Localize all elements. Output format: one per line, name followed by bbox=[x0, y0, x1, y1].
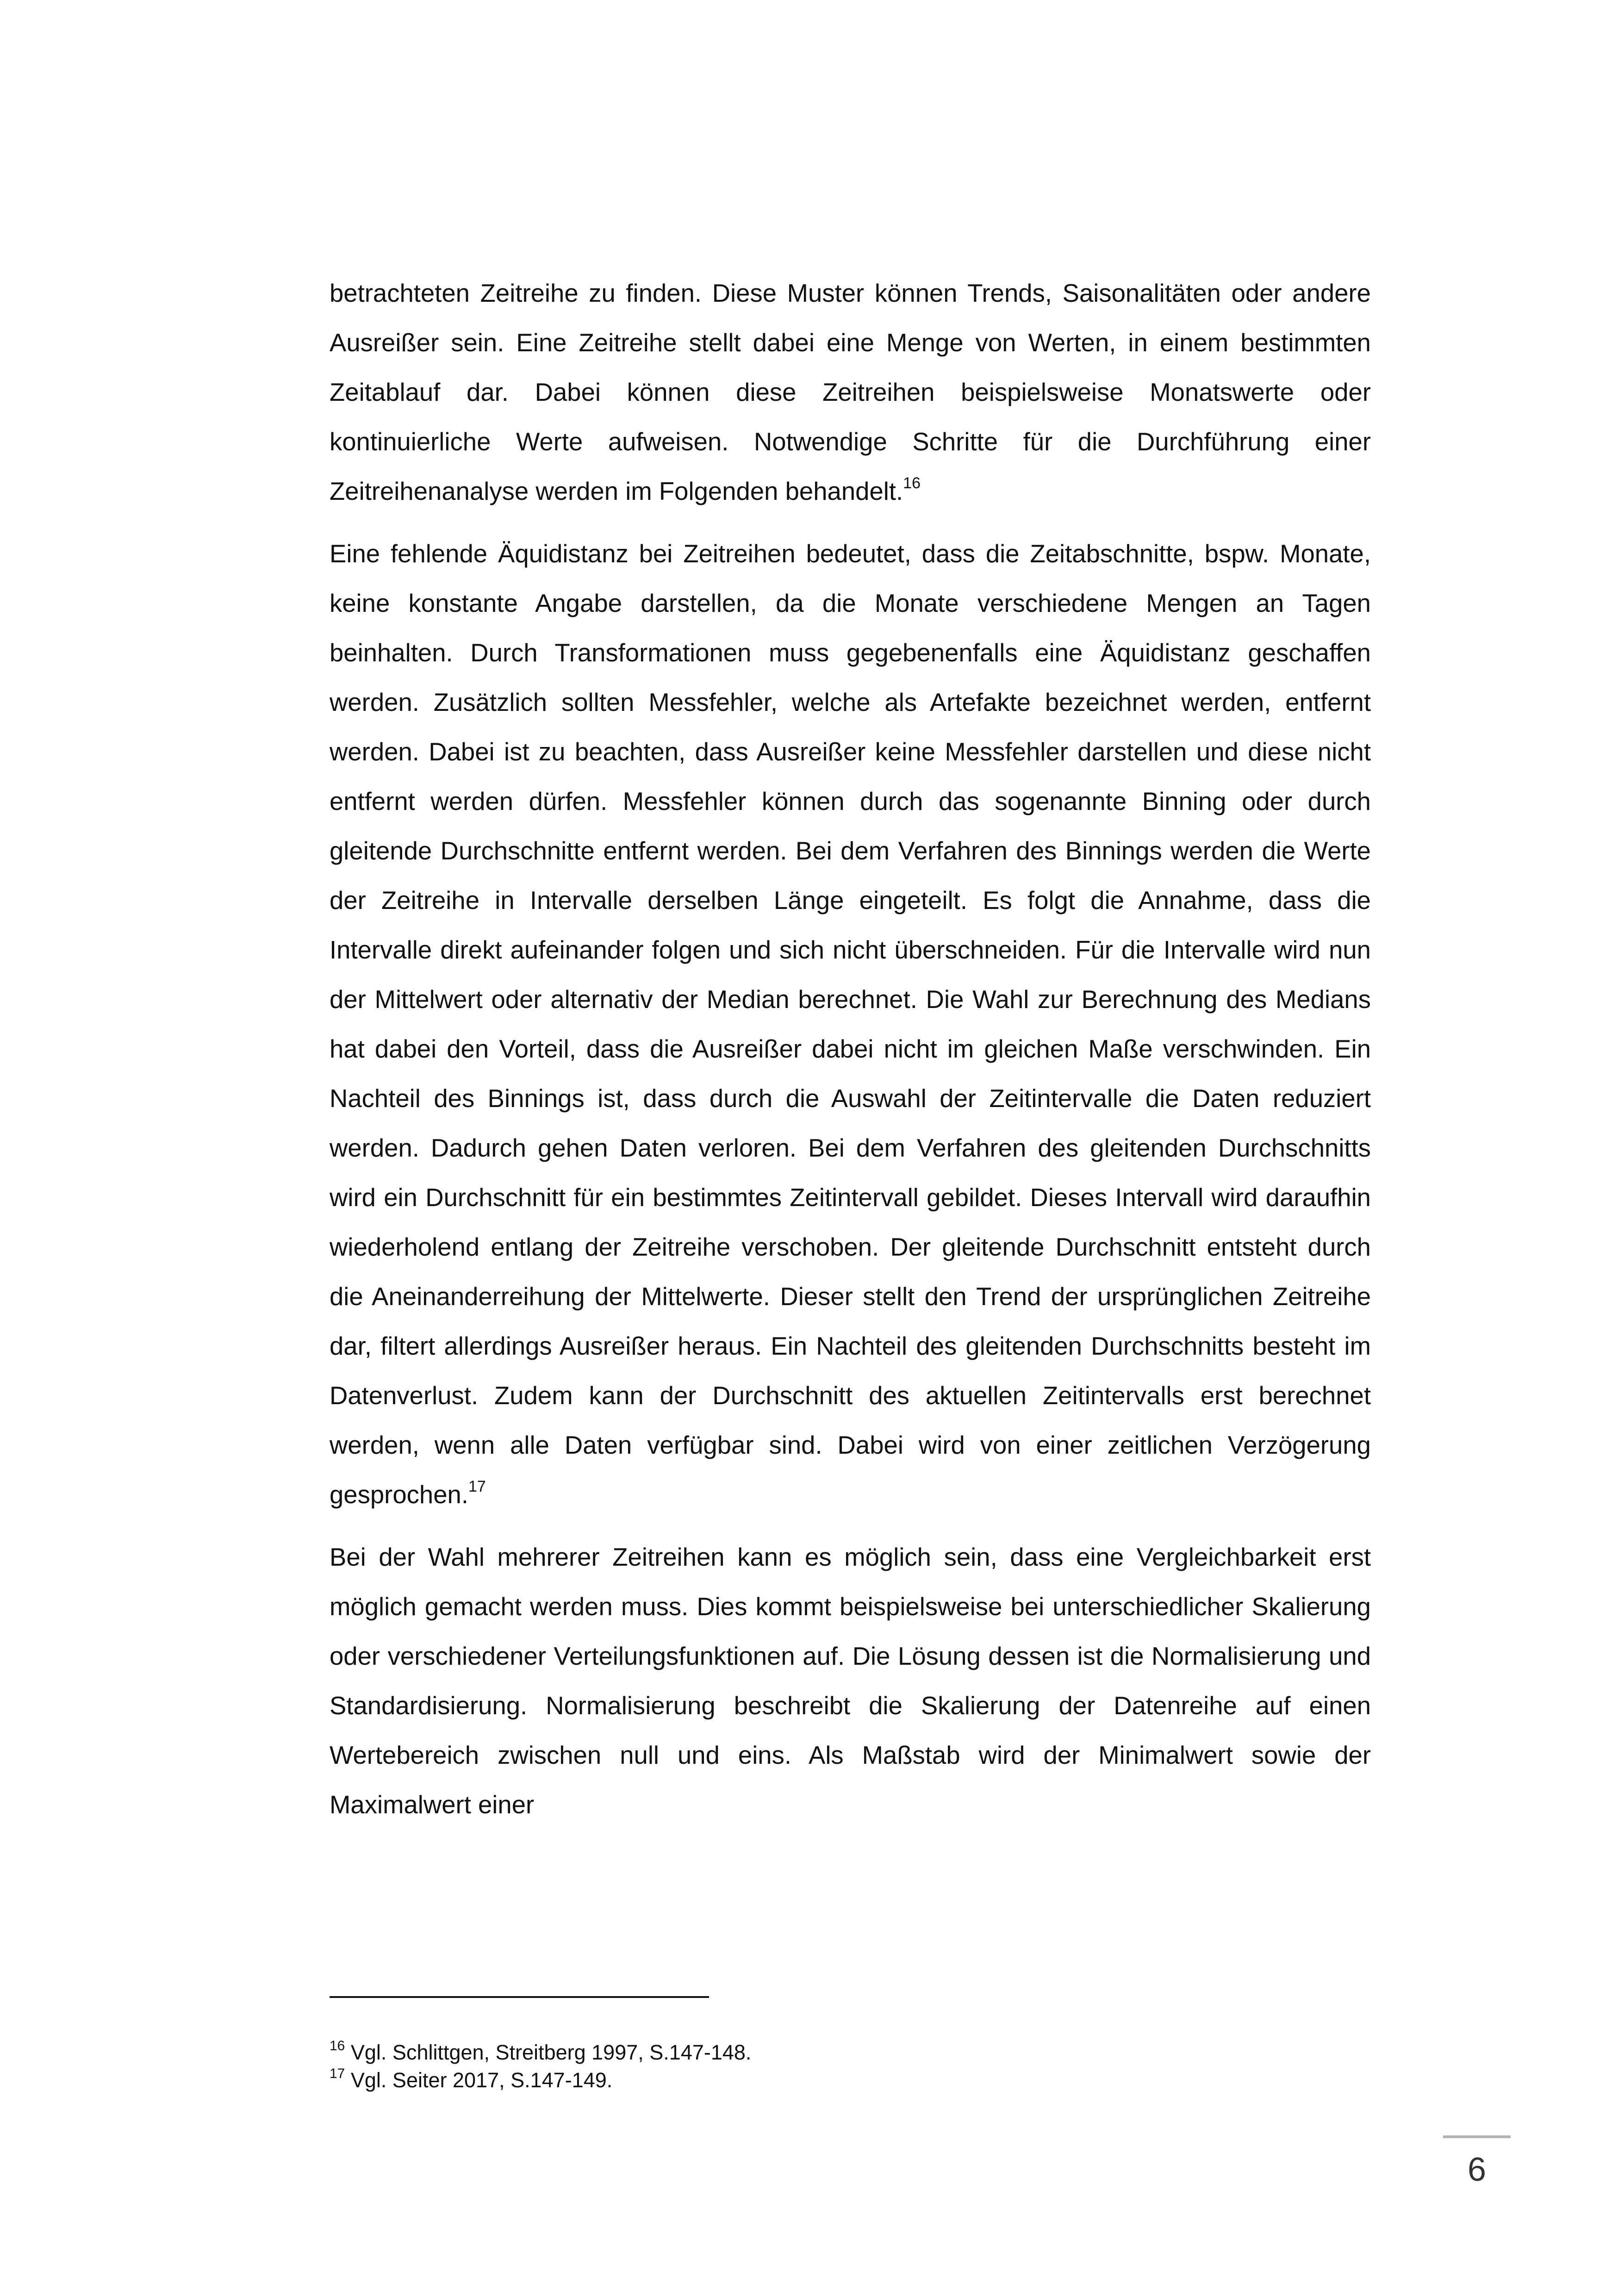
footnote-text: Vgl. Schlittgen, Streitberg 1997, S.147-148. bbox=[350, 2041, 752, 2064]
paragraph-normalization bbox=[330, 1532, 1371, 1829]
footnote-reference[interactable]: 17 bbox=[468, 1477, 486, 1495]
body-text bbox=[330, 268, 1371, 1842]
page-number: 6 bbox=[1467, 2151, 1487, 2188]
footnote-17 bbox=[330, 2066, 1371, 2094]
footnote-number: 16 bbox=[330, 2038, 345, 2053]
footnote-16 bbox=[330, 2039, 1371, 2066]
page-number-rule bbox=[1443, 2135, 1511, 2138]
paragraph-text: betrachteten Zeitreihe zu finden. Diese Muster können Trends, Saisonalitäten oder andere Ausreißer sein. Eine Zeitreihe stellt dabei eine Menge von Werten, in einem bestimmten Zeitablauf dar. Dabei können diese Zeitreihen beispielsweise Monatswerte oder kontinuierliche Werte aufweisen. Notwendige Schritte für die Durchführung einer Zeitreihenanalyse werden im Folgenden behandelt. bbox=[330, 279, 1371, 505]
paragraph-text: Bei der Wahl mehrerer Zeitreihen kann es möglich sein, dass eine Vergleichbarkeit erst möglich gemacht werden muss. Dies kommt beispielsweise bei unterschiedlicher Skalierung oder verschiedener Verteilungsfunktionen auf. Die Lösung dessen ist die Normalisierung und Standardisierung. Normalisierung beschreibt die Skalierung der Datenreihe auf einen Wertebereich zwischen null und eins. Als Maßstab wird der Minimalwert sowie der Maximalwert einer bbox=[330, 1543, 1371, 1819]
footnotes bbox=[330, 2039, 1371, 2094]
footnote-reference[interactable]: 16 bbox=[903, 474, 921, 492]
paragraph-equidistance-binning bbox=[330, 529, 1371, 1519]
paragraph-time-series-intro bbox=[330, 268, 1371, 516]
footnote-text: Vgl. Seiter 2017, S.147-149. bbox=[350, 2068, 613, 2092]
footnote-divider bbox=[330, 1996, 709, 1998]
paragraph-text: Eine fehlende Äquidistanz bei Zeitreihen bedeutet, dass die Zeitabschnitte, bspw. Monate, keine konstante Angabe darstellen, da die Monate verschiedene Mengen an Tagen beinhalten. Durch Transformationen muss gegebenenfalls eine Äquidistanz geschaffen werden. Zusätzlich sollten Messfehler, welche als Artefakte bezeichnet werden, entfernt werden. Dabei ist zu beachten, dass Ausreißer keine Messfehler darstellen und diese nicht entfernt werden dürfen. Messfehler können durch das sogenannte Binning oder durch gleitende Durchschnitte entfernt werden. Bei dem Verfahren des Binnings werden die Werte der Zeitreihe in Intervalle derselben Länge eingeteilt. Es folgt die Annahme, dass die Intervalle direkt aufeinander folgen und sich nicht überschneiden. Für die Intervalle wird nun der Mittelwert oder alternativ der Median berechnet. Die Wahl zur Berechnung des Medians hat dabei den Vorteil, dass die Ausreißer dabei nicht im gleichen Maße verschwinden. Ein Nachteil des Binnings ist, dass durch die Auswahl der Zeitintervalle die Daten reduziert werden. Dadurch gehen Daten verloren. Bei dem Verfahren des gleitenden Durchschnitts wird ein Durchschnitt für ein bestimmtes Zeitintervall gebildet. Dieses Intervall wird daraufhin wiederholend entlang der Zeitreihe verschoben. Der gleitende Durchschnitt entsteht durch die Aneinanderreihung der Mittelwerte. Dieser stellt den Trend der ursprünglichen Zeitreihe dar, filtert allerdings Ausreißer heraus. Ein Nachteil des gleitenden Durchschnitts besteht im Datenverlust. Zudem kann der Durchschnitt des aktuellen Zeitintervalls erst berechnet werden, wenn alle Daten verfügbar sind. Dabei wird von einer zeitlichen Verzögerung gesprochen. bbox=[330, 540, 1371, 1509]
footnote-number: 17 bbox=[330, 2066, 345, 2081]
